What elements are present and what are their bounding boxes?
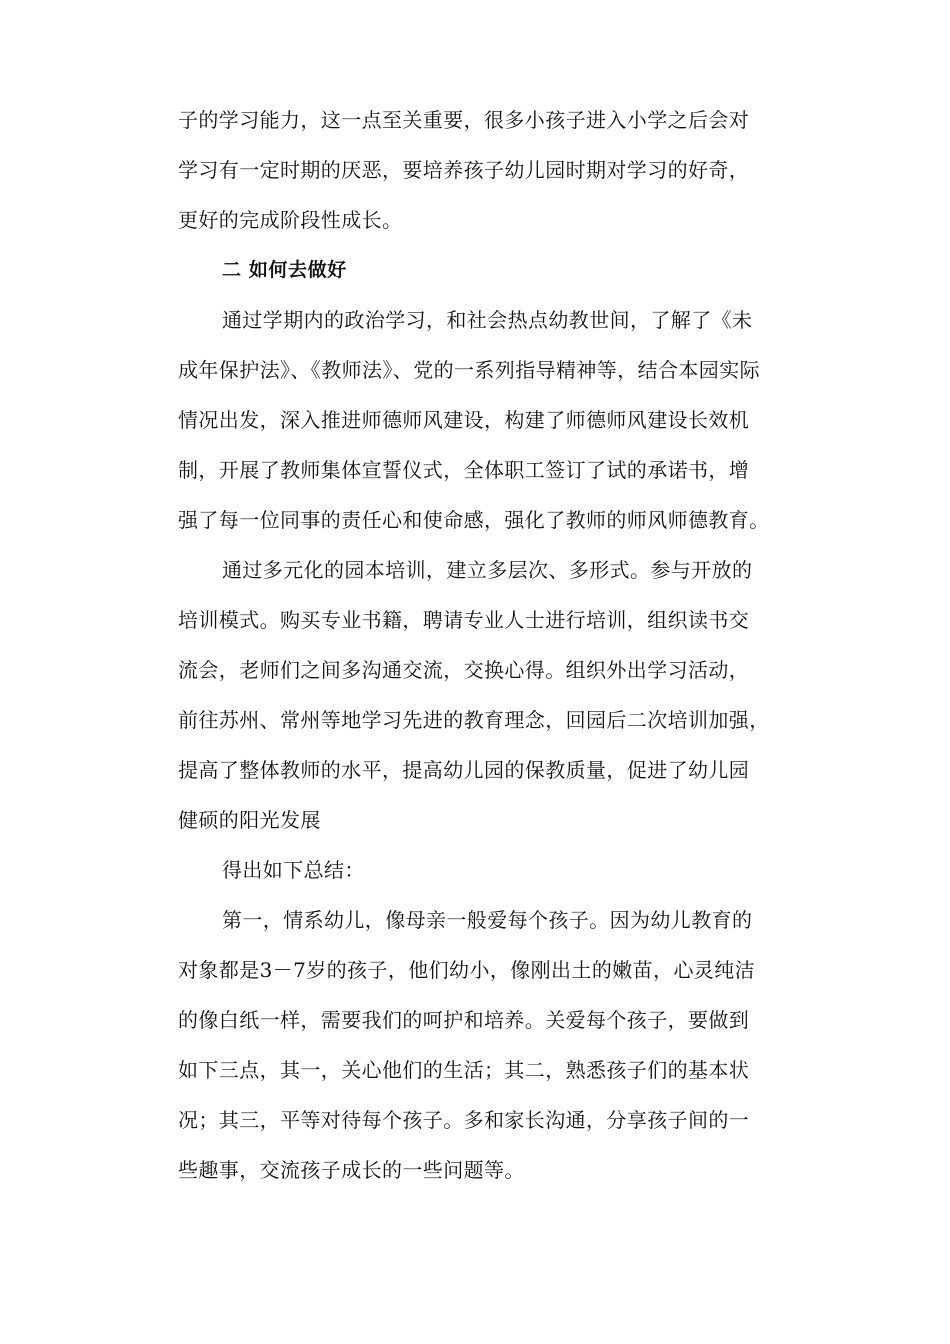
text-line: 些趣事，交流孩子成长的一些问题等。 bbox=[178, 1158, 525, 1182]
paragraph-first-line: 第一，情系幼儿，像母亲一般爱每个孩子。因为幼儿教育的 bbox=[222, 908, 753, 932]
text-line: 前往苏州、常州等地学习先进的教育理念，回园后二次培训加强， bbox=[178, 708, 770, 732]
text-line: 制，开展了教师集体宣誓仪式，全体职工签订了试的承诺书，增 bbox=[178, 458, 750, 482]
text-line: 况；其三，平等对待每个孩子。多和家长沟通，分享孩子间的一 bbox=[178, 1108, 750, 1132]
text-line: 提高了整体教师的水平，提高幼儿园的保教质量，促进了幼儿园 bbox=[178, 758, 750, 782]
text-line: 情况出发，深入推进师德师风建设，构建了师德师风建设长效机 bbox=[178, 408, 750, 432]
text-line: 如下三点，其一，关心他们的生活；其二，熟悉孩子们的基本状 bbox=[178, 1058, 750, 1082]
text-line: 学习有一定时期的厌恶，要培养孩子幼儿园时期对学习的好奇， bbox=[178, 158, 750, 182]
text-line: 培训模式。购买专业书籍，聘请专业人士进行培训，组织读书交 bbox=[178, 608, 750, 632]
paragraph-first-line: 得出如下总结： bbox=[222, 858, 365, 882]
text-line: 更好的完成阶段性成长。 bbox=[178, 208, 403, 232]
text-line: 子的学习能力，这一点至关重要，很多小孩子进入小学之后会对 bbox=[178, 108, 750, 132]
text-line: 对象都是3－7岁的孩子，他们幼小，像刚出土的嫩苗，心灵纯洁 bbox=[178, 958, 756, 982]
text-line: 流会，老师们之间多沟通交流，交换心得。组织外出学习活动， bbox=[178, 658, 750, 682]
text-line: 成年保护法》、《教师法》、党的一系列指导精神等，结合本园实际 bbox=[178, 358, 760, 382]
section-heading: 二 如何去做好 bbox=[222, 259, 347, 281]
text-line: 强了每一位同事的责任心和使命感，强化了教师的师风师德教育。 bbox=[178, 508, 770, 532]
paragraph-first-line: 通过多元化的园本培训，建立多层次、多形式。参与开放的 bbox=[222, 558, 753, 582]
text-line: 健硕的阳光发展 bbox=[178, 808, 321, 832]
text-line: 的像白纸一样，需要我们的呵护和培养。关爱每个孩子，要做到 bbox=[178, 1008, 750, 1032]
paragraph-first-line: 通过学期内的政治学习，和社会热点幼教世间，了解了《未 bbox=[222, 308, 753, 332]
